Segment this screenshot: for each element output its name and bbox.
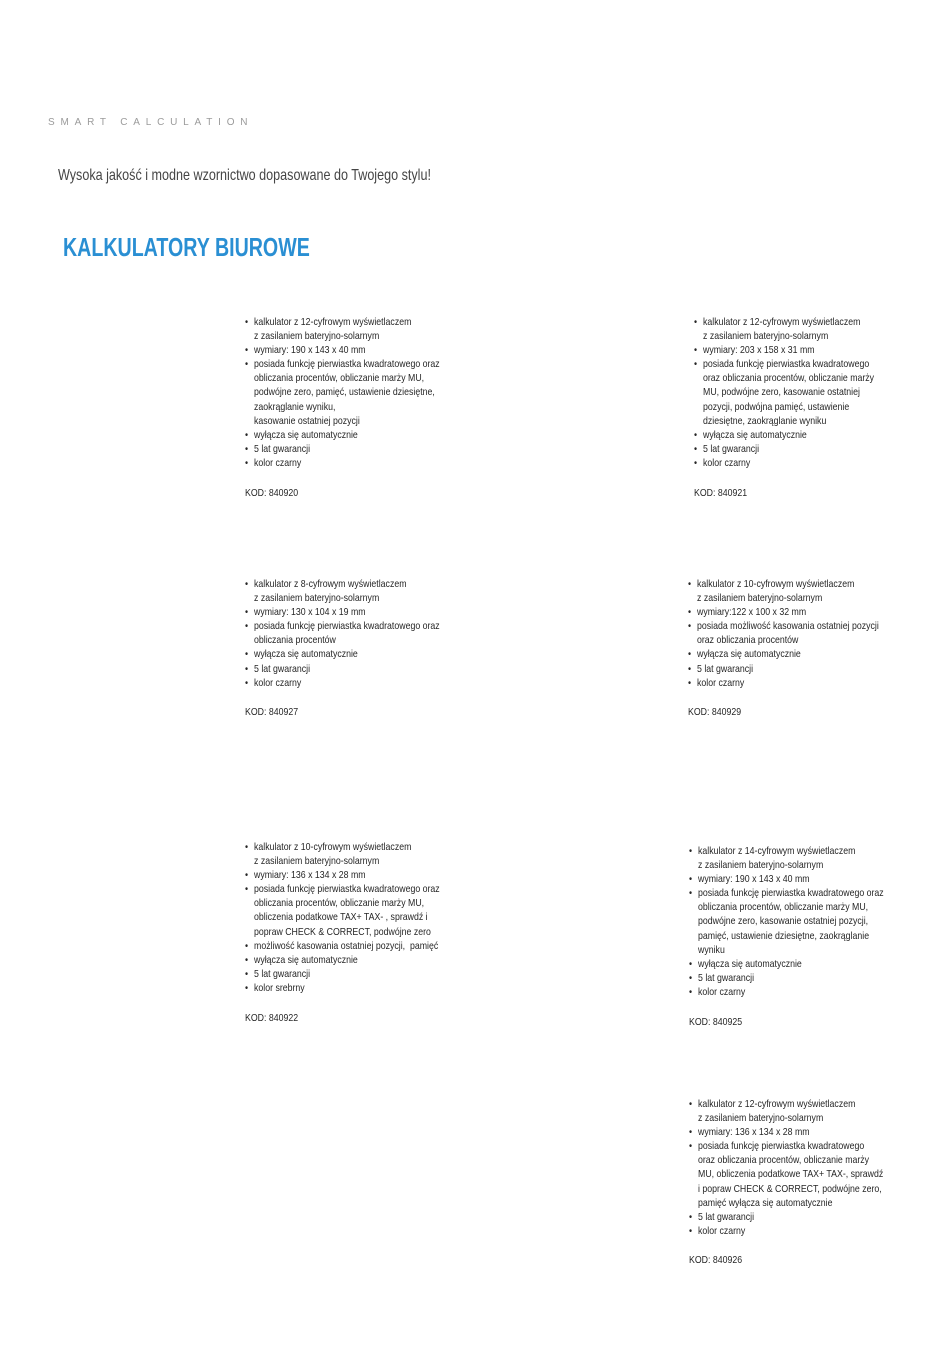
feature-list — [689, 1097, 883, 1238]
feature-item — [688, 676, 879, 690]
feature-item — [245, 647, 440, 661]
feature-line: obliczania procentów, obliczanie marży MU, — [698, 901, 869, 914]
feature-line: • 5 lat gwarancji — [698, 971, 755, 984]
feature-item — [689, 1125, 883, 1139]
feature-item — [694, 343, 874, 357]
feature-item — [689, 1224, 883, 1238]
feature-line: • wymiary: 136 x 134 x 28 mm — [254, 869, 366, 882]
feature-line: pozycji, podwójna pamięć, ustawienie — [703, 400, 850, 413]
product-code: KOD: 840920 — [245, 486, 299, 499]
feature-line: • kolor czarny — [703, 456, 751, 469]
feature-line: z zasilaniem bateryjno-solarnym — [254, 330, 380, 343]
feature-item — [245, 428, 440, 442]
feature-item — [689, 1210, 883, 1224]
feature-list — [689, 844, 884, 999]
product-code: KOD: 840922 — [245, 1011, 299, 1024]
feature-line: oraz obliczania procentów, obliczanie marży — [698, 1154, 870, 1167]
feature-line: • posiada funkcję pierwiastka kwadratowego — [698, 1140, 865, 1153]
product-code: KOD: 840926 — [689, 1254, 743, 1267]
feature-line: • kalkulator z 14-cyfrowym wyświetlaczem — [698, 845, 856, 857]
feature-line: • kolor czarny — [254, 676, 302, 689]
feature-line: obliczania procentów, obliczanie marży MU, — [254, 372, 425, 385]
feature-item — [694, 442, 874, 456]
feature-line: • kolor czarny — [698, 985, 746, 998]
feature-item — [245, 840, 440, 868]
feature-line: • wymiary: 190 x 143 x 40 mm — [698, 873, 810, 886]
feature-line: z zasilaniem bateryjno-solarnym — [697, 592, 823, 605]
feature-item — [245, 967, 440, 981]
feature-item — [694, 315, 874, 343]
feature-line: • 5 lat gwarancji — [698, 1210, 755, 1223]
feature-line: dziesiętne, zaokrąglanie wyniku — [703, 414, 827, 427]
feature-line: • kalkulator z 10-cyfrowym wyświetlaczem — [697, 578, 855, 590]
feature-list — [245, 315, 440, 470]
product-block — [689, 1097, 883, 1268]
feature-item — [245, 442, 440, 456]
feature-line: z zasilaniem bateryjno-solarnym — [703, 330, 829, 343]
feature-line: podwójne zero, pamięć, ustawienie dziesiętne, — [254, 386, 435, 399]
feature-line: • możliwość kasowania ostatniej pozycji, pamięć — [254, 939, 439, 952]
feature-line: • wymiary:122 x 100 x 32 mm — [697, 606, 807, 619]
feature-line: • kolor czarny — [698, 1224, 746, 1237]
feature-line: • kalkulator z 12-cyfrowym wyświetlaczem — [698, 1098, 856, 1110]
product-code: KOD: 840925 — [689, 1015, 743, 1028]
feature-item — [694, 456, 874, 470]
feature-item — [245, 577, 440, 605]
feature-line: z zasilaniem bateryjno-solarnym — [698, 859, 824, 872]
feature-line: podwójne zero, kasowanie ostatniej pozycji, — [698, 915, 869, 928]
feature-line: • wymiary: 130 x 104 x 19 mm — [254, 606, 366, 619]
feature-line: wyniku — [698, 943, 725, 956]
feature-line: • 5 lat gwarancji — [254, 967, 311, 980]
brand-line: SMART CALCULATION — [48, 117, 254, 128]
section-title: KALKULATORY BIUROWE — [63, 232, 310, 262]
feature-line: • wymiary: 203 x 158 x 31 mm — [703, 344, 815, 357]
feature-line: • 5 lat gwarancji — [703, 442, 760, 455]
feature-item — [689, 985, 884, 999]
feature-line: z zasilaniem bateryjno-solarnym — [698, 1112, 824, 1125]
feature-item — [689, 957, 884, 971]
feature-item — [688, 619, 879, 647]
feature-line: • posiada funkcję pierwiastka kwadratowego oraz — [254, 620, 440, 633]
feature-line: popraw CHECK & CORRECT, podwójne zero — [254, 925, 431, 938]
feature-line: • posiada funkcję pierwiastka kwadratowego oraz — [254, 883, 440, 896]
feature-item — [245, 619, 440, 647]
feature-item — [245, 981, 440, 995]
product-code: KOD: 840921 — [694, 486, 748, 499]
product-block — [245, 577, 440, 719]
feature-line: • kolor srebrny — [254, 981, 305, 994]
feature-line: • 5 lat gwarancji — [254, 662, 311, 675]
feature-line: • posiada funkcję pierwiastka kwadratowego — [703, 358, 870, 371]
feature-item — [688, 662, 879, 676]
feature-line: • kalkulator z 12-cyfrowym wyświetlaczem — [703, 316, 861, 328]
feature-line: pamięć, ustawienie dziesiętne, zaokrąglanie — [698, 929, 870, 942]
page-subtitle: Wysoka jakość i modne wzornictwo dopasowane do Twojego stylu! — [58, 167, 431, 184]
feature-item — [688, 647, 879, 661]
feature-item — [245, 676, 440, 690]
feature-line: • 5 lat gwarancji — [697, 662, 754, 675]
feature-item — [245, 605, 440, 619]
feature-line: kasowanie ostatniej pozycji — [254, 414, 360, 427]
feature-line: • posiada funkcję pierwiastka kwadratowego oraz — [254, 358, 440, 371]
feature-line: • kolor czarny — [697, 676, 745, 689]
feature-line: • 5 lat gwarancji — [254, 442, 311, 455]
feature-item — [688, 605, 879, 619]
feature-line: • wymiary: 136 x 134 x 28 mm — [698, 1126, 810, 1139]
product-code: KOD: 840929 — [688, 706, 742, 719]
feature-list — [688, 577, 879, 690]
feature-item — [689, 1097, 883, 1125]
feature-line: • wyłącza się automatycznie — [698, 957, 802, 970]
feature-item — [245, 456, 440, 470]
feature-line: • kolor czarny — [254, 456, 302, 469]
feature-item — [245, 868, 440, 882]
feature-line: obliczenia podatkowe TAX+ TAX- , sprawdź i — [254, 911, 428, 924]
feature-item — [245, 343, 440, 357]
feature-line: • posiada funkcję pierwiastka kwadratowego oraz — [698, 887, 884, 900]
feature-item — [245, 315, 440, 343]
feature-list — [245, 840, 440, 995]
product-code: KOD: 840927 — [245, 706, 299, 719]
feature-line: • wyłącza się automatycznie — [254, 953, 358, 966]
feature-line: z zasilaniem bateryjno-solarnym — [254, 592, 380, 605]
feature-line: • kalkulator z 12-cyfrowym wyświetlaczem — [254, 316, 412, 328]
feature-item — [694, 357, 874, 427]
feature-line: oraz obliczania procentów — [697, 634, 799, 647]
feature-line: • wymiary: 190 x 143 x 40 mm — [254, 344, 366, 357]
product-block — [245, 840, 440, 1025]
product-block — [245, 315, 440, 500]
feature-item — [689, 844, 884, 872]
feature-line: obliczania procentów — [254, 634, 336, 647]
product-block — [689, 844, 884, 1029]
feature-item — [689, 872, 884, 886]
feature-line: • wyłącza się automatycznie — [697, 648, 801, 661]
feature-list — [694, 315, 874, 470]
feature-line: • wyłącza się automatycznie — [703, 428, 807, 441]
feature-line: • wyłącza się automatycznie — [254, 428, 358, 441]
feature-item — [245, 662, 440, 676]
feature-item — [245, 953, 440, 967]
feature-line: oraz obliczania procentów, obliczanie marży — [703, 372, 875, 385]
feature-item — [689, 1139, 883, 1209]
feature-line: obliczania procentów, obliczanie marży MU, — [254, 897, 425, 910]
feature-item — [689, 971, 884, 985]
feature-line: z zasilaniem bateryjno-solarnym — [254, 855, 380, 868]
feature-line: MU, obliczenia podatkowe TAX+ TAX-, sprawdź — [698, 1168, 884, 1181]
feature-item — [689, 886, 884, 956]
feature-item — [245, 882, 440, 938]
feature-line: pamięć wyłącza się automatycznie — [698, 1196, 833, 1209]
feature-line: • kalkulator z 10-cyfrowym wyświetlaczem — [254, 841, 412, 853]
feature-item — [245, 939, 440, 953]
feature-item — [245, 357, 440, 427]
feature-line: • posiada możliwość kasowania ostatniej pozycji — [697, 620, 879, 633]
feature-item — [694, 428, 874, 442]
feature-line: i popraw CHECK & CORRECT, podwójne zero, — [698, 1182, 882, 1195]
feature-line: • wyłącza się automatycznie — [254, 648, 358, 661]
feature-line: • kalkulator z 8-cyfrowym wyświetlaczem — [254, 578, 407, 590]
feature-line: MU, podwójne zero, kasowanie ostatniej — [703, 386, 860, 399]
feature-list — [245, 577, 440, 690]
feature-line: zaokrąglanie wyniku, — [254, 400, 336, 413]
product-block — [694, 315, 874, 500]
product-block — [688, 577, 879, 719]
feature-item — [688, 577, 879, 605]
